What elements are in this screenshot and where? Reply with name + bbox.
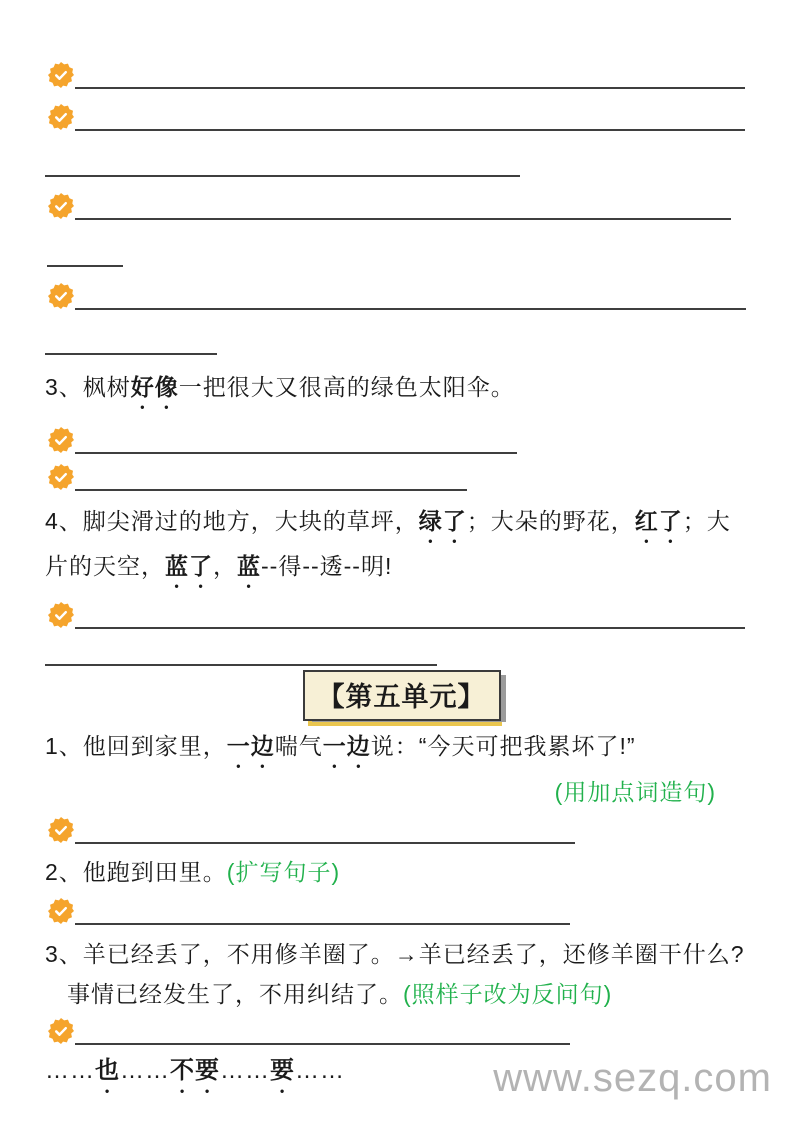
- unit-header-wrap: [45, 670, 746, 721]
- answer-row: [45, 817, 746, 844]
- answer-blank-line-continuation: [45, 664, 437, 666]
- text-segment: 说：“今天可把我累坏了!”: [370, 733, 636, 759]
- text-segment: 喘气: [274, 733, 323, 759]
- text-segment: 3、枫树: [45, 374, 131, 400]
- text-segment: 2、他跑到田里。: [45, 859, 227, 885]
- text-segment: (扩写句子): [226, 859, 341, 885]
- answer-row: [45, 602, 746, 629]
- text-segment: 绿了: [418, 508, 467, 534]
- answer-blank-line: [75, 817, 575, 844]
- answer-row: [45, 283, 746, 310]
- text-segment: 一边: [322, 733, 371, 759]
- check-seal-icon: [48, 193, 74, 219]
- answer-row: [45, 427, 746, 454]
- text-segment: 4、脚尖滑过的地方，大块的草坪，: [45, 508, 419, 534]
- answer-blank-line: [75, 898, 570, 925]
- answer-blank-line: [75, 62, 745, 89]
- text-segment: ；大朵的野花，: [466, 508, 635, 534]
- text-segment: 蓝: [237, 553, 261, 579]
- answer-blank-line-continuation: [45, 175, 520, 177]
- question-text-u5-1: [45, 730, 746, 773]
- text-segment: 3、羊已经丢了，不用修羊圈了。→羊已经丢了，还修羊圈干什么?: [45, 941, 745, 967]
- answer-blank-line: [75, 602, 745, 629]
- worksheet-content: [0, 62, 800, 1098]
- check-seal-icon: [48, 898, 74, 924]
- instruction-note: (用加点词造句): [554, 779, 716, 805]
- text-segment: ……: [295, 1057, 345, 1084]
- answer-row: [45, 898, 746, 925]
- text-segment: --得--透--明!: [261, 553, 393, 579]
- check-seal-icon: [48, 427, 74, 453]
- answer-row: [45, 1018, 746, 1045]
- answer-blank-line: [75, 104, 745, 131]
- question-text-u5-2: [45, 857, 746, 887]
- answer-blank-line: [75, 464, 467, 491]
- question-text-u5-3-line1: [45, 934, 746, 974]
- text-segment: ……: [120, 1057, 170, 1084]
- answer-blank-line-continuation: [45, 353, 217, 355]
- answer-row: [45, 62, 746, 89]
- text-segment: 好像: [130, 374, 179, 400]
- question-text-4: [45, 503, 746, 593]
- check-seal-icon: [48, 283, 74, 309]
- text-segment: 红了: [634, 508, 683, 534]
- answer-blank-line: [75, 193, 731, 220]
- question-text-3: [45, 372, 746, 414]
- text-segment: 一把很大又很高的绿色太阳伞。: [178, 374, 515, 400]
- text-segment: ……: [220, 1057, 270, 1084]
- text-segment: ；大片的天空，: [45, 508, 731, 579]
- watermark-text: www.sezq.com: [493, 1056, 772, 1100]
- check-seal-icon: [48, 817, 74, 843]
- text-segment: 要: [270, 1057, 295, 1084]
- text-segment: 1、他回到家里，: [45, 733, 227, 759]
- check-seal-icon: [48, 62, 74, 88]
- answer-blank-line: [75, 1018, 570, 1045]
- text-segment: 一边: [226, 733, 275, 759]
- answer-blank-line-continuation: [47, 265, 123, 267]
- answer-row: [45, 193, 746, 220]
- text-segment: 蓝了: [165, 553, 213, 579]
- text-segment: 事情已经发生了，不用纠结了。: [67, 981, 403, 1007]
- check-seal-icon: [48, 104, 74, 130]
- answer-blank-line: [75, 427, 517, 454]
- text-segment: ……: [45, 1057, 95, 1084]
- text-segment: 不要: [170, 1057, 220, 1084]
- unit-title-box: 【第五单元】: [303, 670, 501, 721]
- text-segment: (照样子改为反问句): [403, 981, 613, 1007]
- answer-row: [45, 104, 746, 131]
- answer-blank-line: [75, 283, 746, 310]
- question-text-u5-3-line2: [45, 974, 746, 1014]
- text-segment: ，: [213, 553, 237, 579]
- text-segment: 也: [95, 1057, 120, 1084]
- answer-row: [45, 464, 746, 491]
- check-seal-icon: [48, 602, 74, 628]
- check-seal-icon: [48, 1018, 74, 1044]
- check-seal-icon: [48, 464, 74, 490]
